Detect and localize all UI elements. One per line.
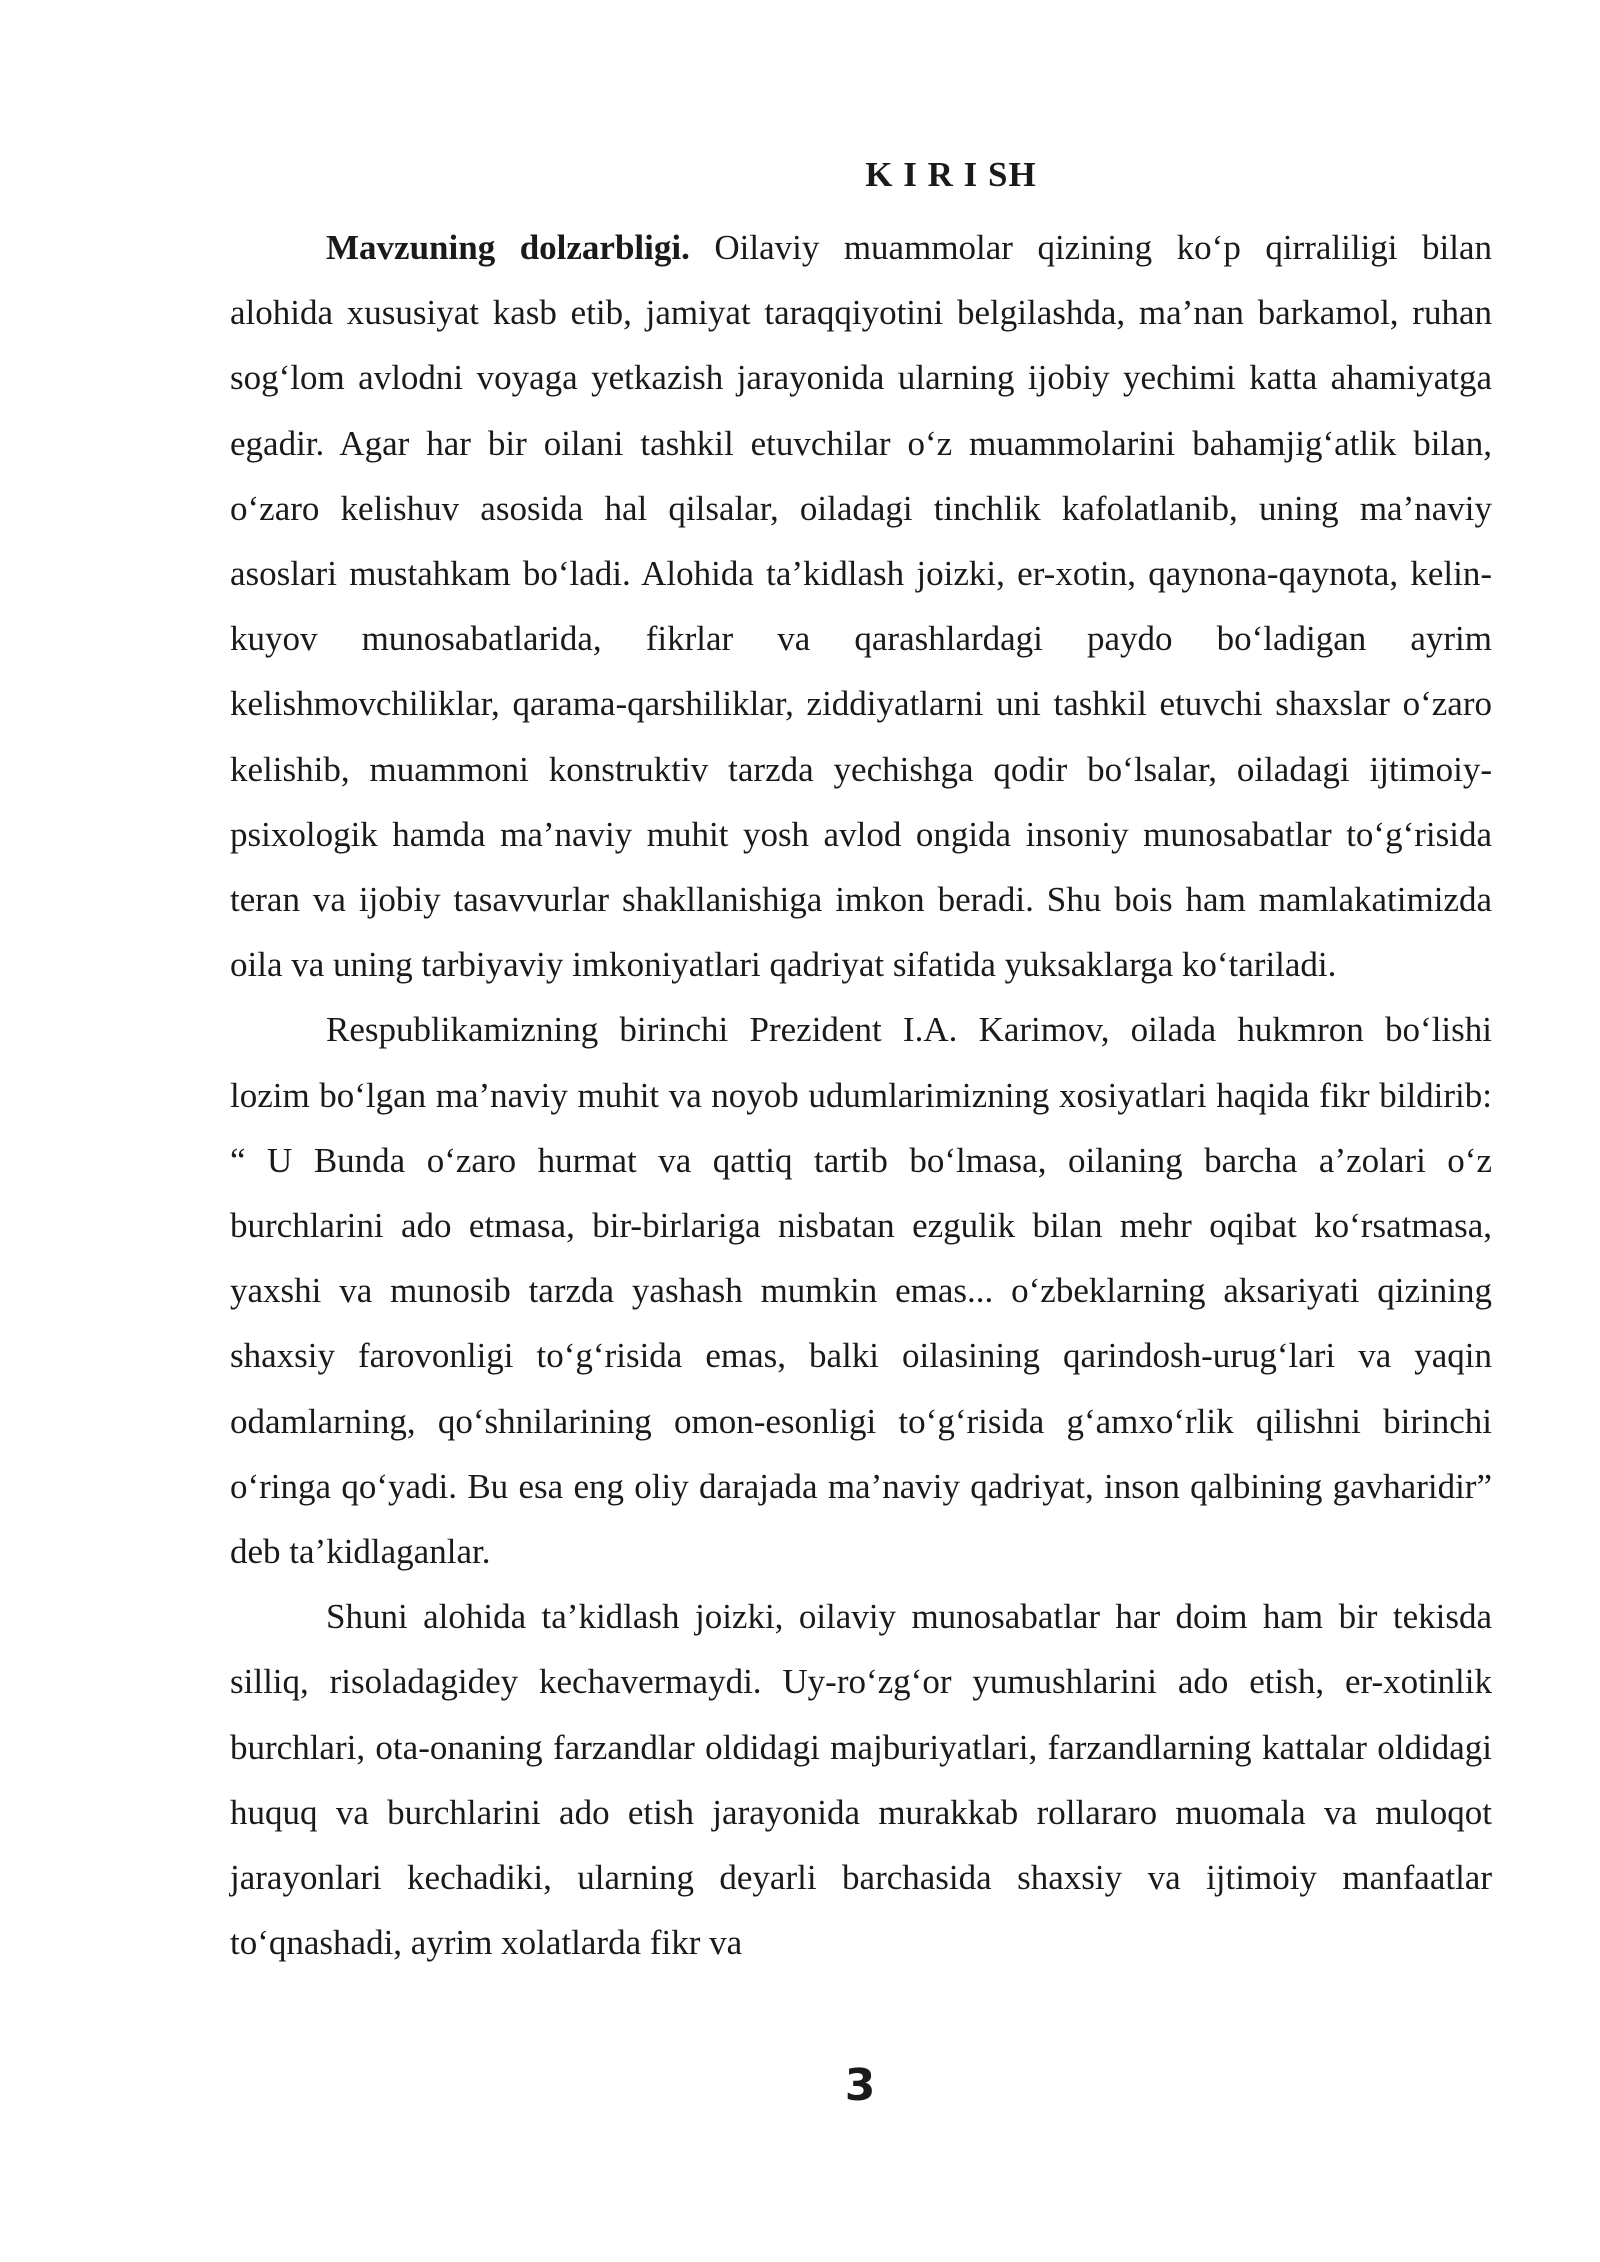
page-number: 3 [844, 2060, 876, 2111]
paragraph-family-relations [230, 1584, 1492, 1975]
paragraph-text: Oilaviy muammolar qizining ko‘p qirraliligi bilan alohida xususiyat kasb etib, jamiyat taraqqiyotini belgilashda, ma’nan barkamol, ruhan sog‘lom avlodni voyaga yetkazish jarayonida ularning ijobiy yechimi katta ahamiyatga egadir. Agar har bir oilani tashkil etuvchilar o‘z muammolarini bahamjig‘atlik bilan, o‘zaro kelishuv asosida hal qilsalar, oiladagi tinchlik kafolatlanib, uning ma’naviy asoslari mustahkam bo‘ladi. Alohida ta’kidlash joizki, er-xotin, qaynona-qaynota, kelin-kuyov munosabatlarida, fikrlar va qarashlardagi paydo bo‘ladigan ayrim kelishmovchiliklar, qarama-qarshiliklar, ziddiyatlarni uni tashkil etuvchi shaxslar o‘zaro kelishib, muammoni konstruktiv tarzda yechishga qodir bo‘lsalar, oiladagi ijtimoiy-psixologik hamda ma’naviy muhit yosh avlod ongida insoniy munosabatlar to‘g‘risida teran va ijobiy tasavvurlar shakllanishiga imkon beradi. Shu bois ham mamlakatimizda oila va uning tarbiyaviy imkoniyatlari qadriyat sifatida yuksaklarga ko‘tariladi. [230, 228, 1492, 985]
paragraph-relevance [230, 215, 1492, 997]
paragraph-lead: Mavzuning dolzarbligi. [326, 228, 690, 267]
paragraph-president-quote [230, 997, 1492, 1584]
paragraph-text: Shuni alohida ta’kidlash joizki, oilaviy munosabatlar har doim ham bir tekisda silliq, risoladagidey kechavermaydi. Uy-ro‘zg‘or yumushlarini ado etish, er-xotinlik burchlari, ota-onaning farzandlar oldidagi majburiyatlari, farzandlarning kattalar oldidagi huquq va burchlarini ado etish jarayonida murakkab rollararo muomala va muloqot jarayonlari kechadiki, ularning deyarli barchasida shaxsiy va ijtimoiy manfaatlar to‘qnashadi, ayrim xolatlarda fikr va [230, 1597, 1492, 1963]
paragraph-text: Respublikamizning birinchi Prezident I.A. Karimov, oilada hukmron bo‘lishi lozim bo‘lgan ma’naviy muhit va noyob udumlarimizning xosiyatlari haqida fikr bildirib: “ U Bunda o‘zaro hurmat va qattiq tartib bo‘lmasa, oilaning barcha a’zolari o‘z burchlarini ado etmasa, bir-birlariga nisbatan ezgulik bilan mehr oqibat ko‘rsatmasa, yaxshi va munosib tarzda yashash mumkin emas... o‘zbeklarning aksariyati qizining shaxsiy farovonligi to‘g‘risida emas, balki oilasining qarindosh-urug‘lari va yaqin odamlarning, qo‘shnilarining omon-esonligi to‘g‘risida g‘amxo‘rlik qilishni birinchi o‘ringa qo‘yadi. Bu esa eng oliy darajada ma’naviy qadriyat, inson qalbining gavharidir” deb ta’kidlaganlar. [230, 1010, 1492, 1572]
document-page [230, 150, 1492, 1975]
section-heading: K I R I SH [865, 155, 1037, 194]
